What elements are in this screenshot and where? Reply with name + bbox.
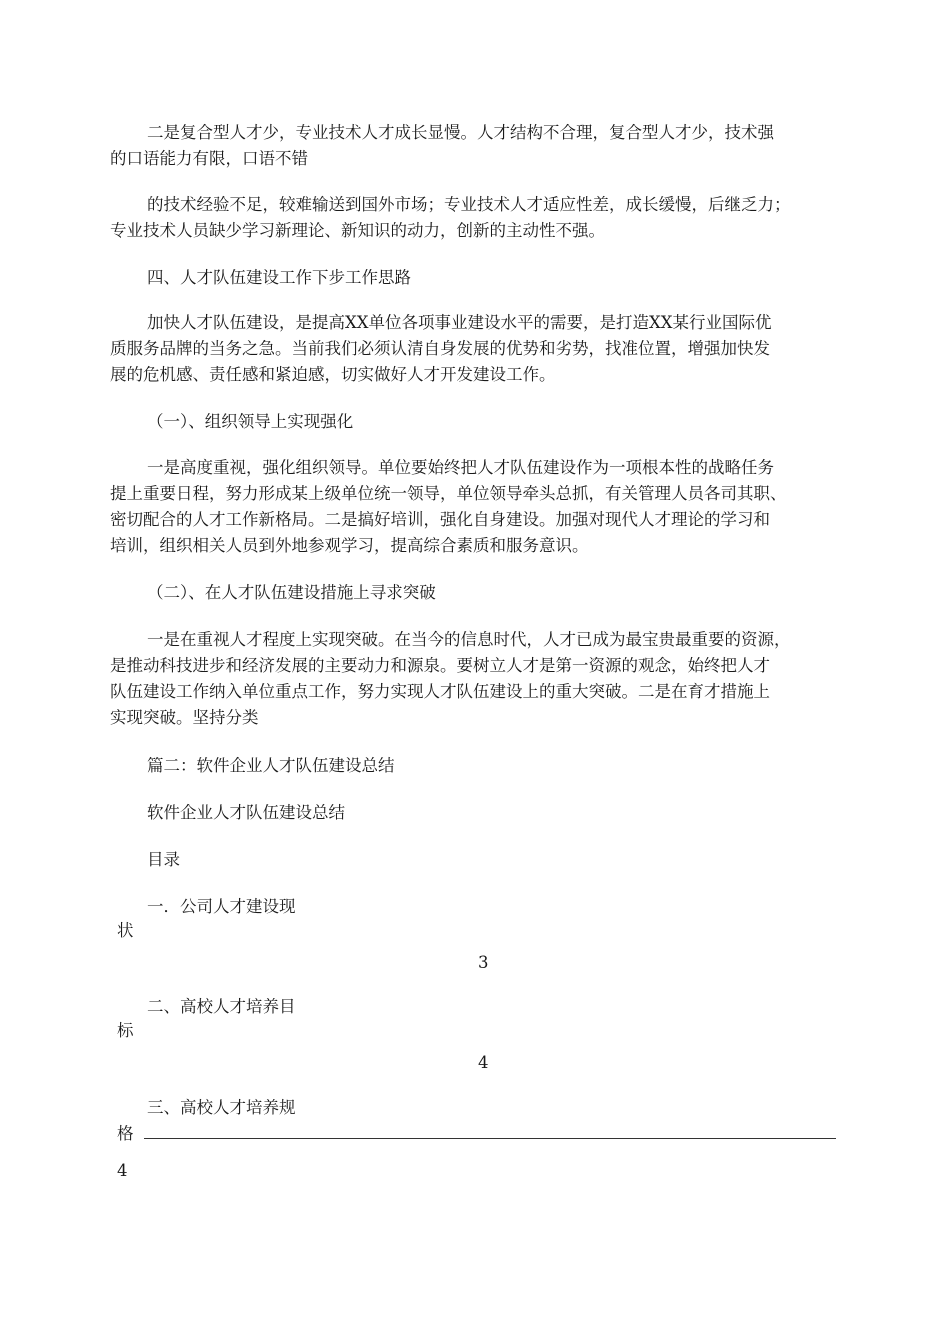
subsection-heading: （二）、在人才队伍建设措施上寻求突破	[147, 583, 436, 602]
paragraph-line: 展的危机感、责任感和紧迫感，切实做好人才开发建设工作。	[110, 365, 556, 384]
part-heading: 篇二：软件企业人才队伍建设总结	[147, 756, 395, 775]
toc-entry-title-cont[interactable]: 标	[117, 1021, 134, 1040]
paragraph-line: 加快人才队伍建设，是提高XX单位各项事业建设水平的需要，是打造XX某行业国际优	[147, 313, 772, 332]
paragraph-line: 培训，组织相关人员到外地参观学习，提高综合素质和服务意识。	[110, 536, 589, 555]
paragraph-line: 质服务品牌的当务之急。当前我们必须认清自身发展的优势和劣势，找准位置，增强加快发	[110, 339, 770, 358]
paragraph-line: 的技术经验不足，较难输送到国外市场；专业技术人才适应性差，成长缓慢，后继乏力；	[147, 195, 791, 214]
document-title: 软件企业人才队伍建设总结	[147, 803, 345, 822]
paragraph-line: 的口语能力有限，口语不错	[110, 149, 308, 168]
toc-leader-line	[144, 1138, 836, 1139]
paragraph-line: 密切配合的人才工作新格局。二是搞好培训，强化自身建设。加强对现代人才理论的学习和	[110, 510, 770, 529]
paragraph-line: 提上重要日程，努力形成某上级单位统一领导，单位领导牵头总抓，有关管理人员各司其职、	[110, 484, 787, 503]
paragraph-line: 队伍建设工作纳入单位重点工作，努力实现人才队伍建设上的重大突破。二是在育才措施上	[110, 682, 770, 701]
paragraph-line: 是推动科技进步和经济发展的主要动力和源泉。要树立人才是第一资源的观念，始终把人才	[110, 656, 770, 675]
paragraph-line: 一是在重视人才程度上实现突破。在当今的信息时代，人才已成为最宝贵最重要的资源，	[147, 630, 791, 649]
toc-entry-page[interactable]: 4	[478, 1053, 489, 1072]
paragraph-line: 实现突破。坚持分类	[110, 708, 259, 727]
toc-entry-title[interactable]: 三、高校人才培养规	[147, 1098, 296, 1117]
paragraph-line: 二是复合型人才少，专业技术人才成长显慢。人才结构不合理，复合型人才少，技术强	[147, 123, 774, 142]
toc-entry-page[interactable]: 3	[478, 953, 489, 972]
toc-label: 目录	[147, 850, 180, 869]
section-heading: 四、人才队伍建设工作下步工作思路	[147, 268, 411, 287]
toc-entry-title[interactable]: 二、高校人才培养目	[147, 997, 296, 1016]
toc-entry-page[interactable]: 4	[117, 1161, 128, 1180]
toc-entry-title-cont[interactable]: 状	[117, 921, 134, 940]
paragraph-line: 一是高度重视，强化组织领导。单位要始终把人才队伍建设作为一项根本性的战略任务	[147, 458, 774, 477]
paragraph-line: 专业技术人员缺少学习新理论、新知识的动力，创新的主动性不强。	[110, 221, 605, 240]
toc-entry-title[interactable]: 一．公司人才建设现	[147, 897, 296, 916]
subsection-heading: （一）、组织领导上实现强化	[147, 412, 354, 431]
toc-entry-title-cont[interactable]: 格	[117, 1124, 134, 1143]
